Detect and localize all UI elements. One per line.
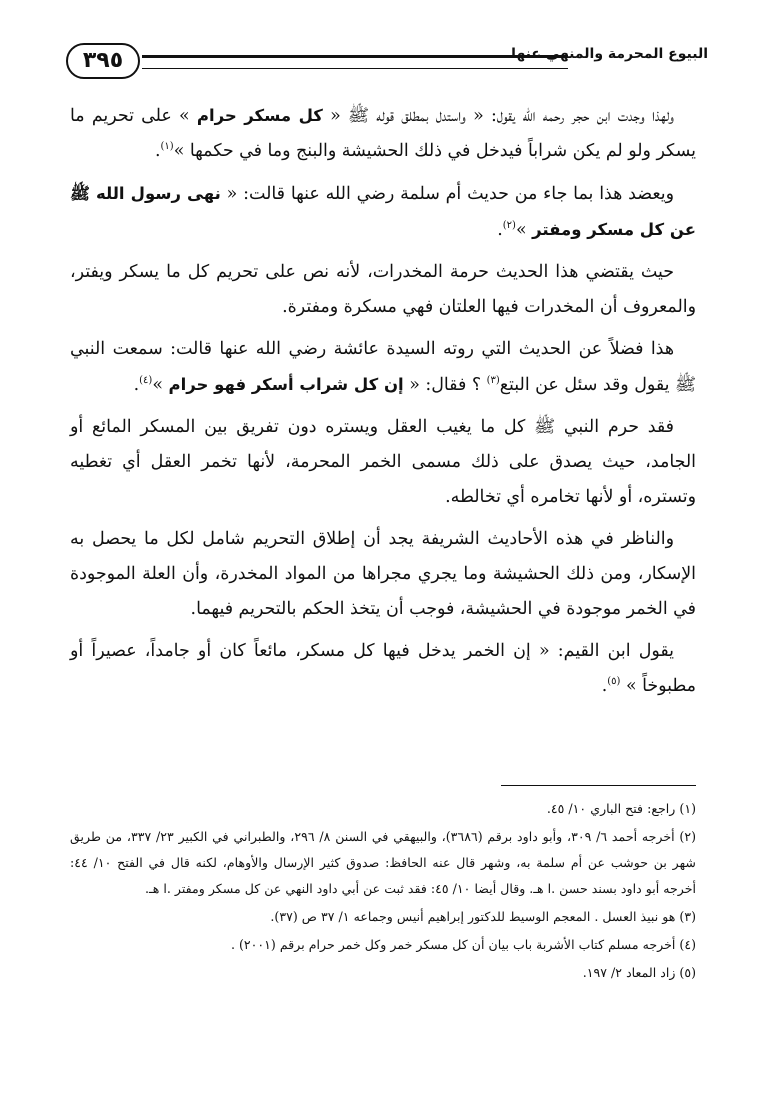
- footnote-2: (٢) أخرجه أحمد ٦/ ٣٠٩، وأبو داود برقم (٣٦٨٦)، والبيهقي في السنن ٨/ ٢٩٦، والطبراني في الكبير ٢٣/ ٣٣٧، من طريق شهر بن حوشب عن أم سلمة به، وشهر قال عنه الحافظ: صدوق كثير الإرسال والأوهام، لكنه قال في الفتح ١٠/ ٤٤: أخرجه أبو داود بسند حسن .ا هـ. وقال أيضا ١٠/ ٤٥: فقد ثبت عن أبي داود النهي عن كل مسكر ومفتر .ا هـ.: [70, 829, 697, 896]
- page-header: [66, 40, 708, 80]
- footnotes: [70, 796, 696, 988]
- footnote-ref: (٥): [607, 676, 621, 688]
- hadith-quote: نهى رسول الله ﷺ عن كل مسكر ومفتر: [70, 184, 696, 239]
- paragraph-4: هذا فضلاً عن الحديث التي روته السيدة عائشة رضي الله عنها قالت: سمعت النبي ﷺ يقول وقد سئل عن البتع$^{(٣)}$ ؟ فقال: « إن كل شراب أسكر فهو حرام »$^{(٤)}$.: [70, 339, 696, 395]
- footnote-divider: [501, 785, 696, 786]
- footnote-4: (٤) أخرجه مسلم كتاب الأشربة باب بيان أن كل مسكر خمر وكل خمر حرام برقم (٢٠٠١) .: [230, 937, 696, 952]
- footnote-1: (١) راجع: فتح الباري ١٠/ ٤٥.: [546, 801, 696, 816]
- footnote-ref: (٤): [139, 375, 153, 387]
- footnote-3: (٣) هو نبيذ العسل . المعجم الوسيط للدكتور إبراهيم أنيس وجماعه ١/ ٣٧ ص (٣٧).: [270, 909, 696, 924]
- paragraph-2: ويعضد هذا بما جاء من حديث أم سلمة رضي الله عنها قالت: « نهى رسول الله ﷺ عن كل مسكر ومفتر »$^{(٢)}$.: [70, 184, 696, 240]
- page-number: ٣٩٥: [66, 43, 140, 79]
- footnote-ref: (١): [160, 141, 174, 153]
- header-rule: [142, 55, 568, 69]
- paragraph-3: حيث يقتضي هذا الحديث حرمة المخدرات، لأنه نص على تحريم كل ما يسكر ويفتر، والمعروف أن المخدرات فيها العلتان فهي مسكرة ومفترة.: [70, 262, 696, 317]
- footnote-ref: (٣): [486, 375, 500, 387]
- paragraph-7: يقول ابن القيم: « إن الخمر يدخل فيها كل مسكر، مائعاً كان أو جامداً، عصيراً أو مطبوخاً » $^{(٥)}$.: [70, 641, 696, 696]
- paragraph-6: والناظر في هذه الأحاديث الشريفة يجد أن إطلاق التحريم شامل لكل ما يحصل به الإسكار، ومن ذلك الحشيشة وما يجري مجراها من المواد المخدرة، وأن العلة الموجودة في الخمر موجودة في الحشيشة، فوجب أن يتخذ الحكم بالتحريم فيهما.: [70, 529, 696, 619]
- main-text: [70, 98, 696, 711]
- footnote-5: (٥) زاد المعاد ٢/ ١٩٧.: [582, 965, 696, 980]
- paragraph-5: فقد حرم النبي ﷺ كل ما يغيب العقل ويستره دون تفريق بين المسكر المائع أو الجامد، حيث يصدق على ذلك مسمى الخمر المحرمة، لأنها تخمر العقل أي تغطيه وتستره، أو لأنها تخامره أي تخالطه.: [70, 417, 696, 507]
- paragraph-1: ولهذا وجدت ابن حجر رحمه الله يقول: « واستدل بمطلق قوله ﷺ « كل مسكر حرام » على تحريم ما يسكر ولو لم يكن شراباً فيدخل في ذلك الحشيشة والبنج وما في حكمها »$^{(١)}$.: [70, 106, 696, 161]
- running-title: البيوع المحرمة والمنهي عنها: [511, 46, 708, 62]
- hadith-quote: إن كل شراب أسكر فهو حرام: [168, 375, 404, 394]
- footnote-ref: (٢): [502, 220, 516, 232]
- hadith-quote: كل مسكر حرام: [196, 106, 323, 125]
